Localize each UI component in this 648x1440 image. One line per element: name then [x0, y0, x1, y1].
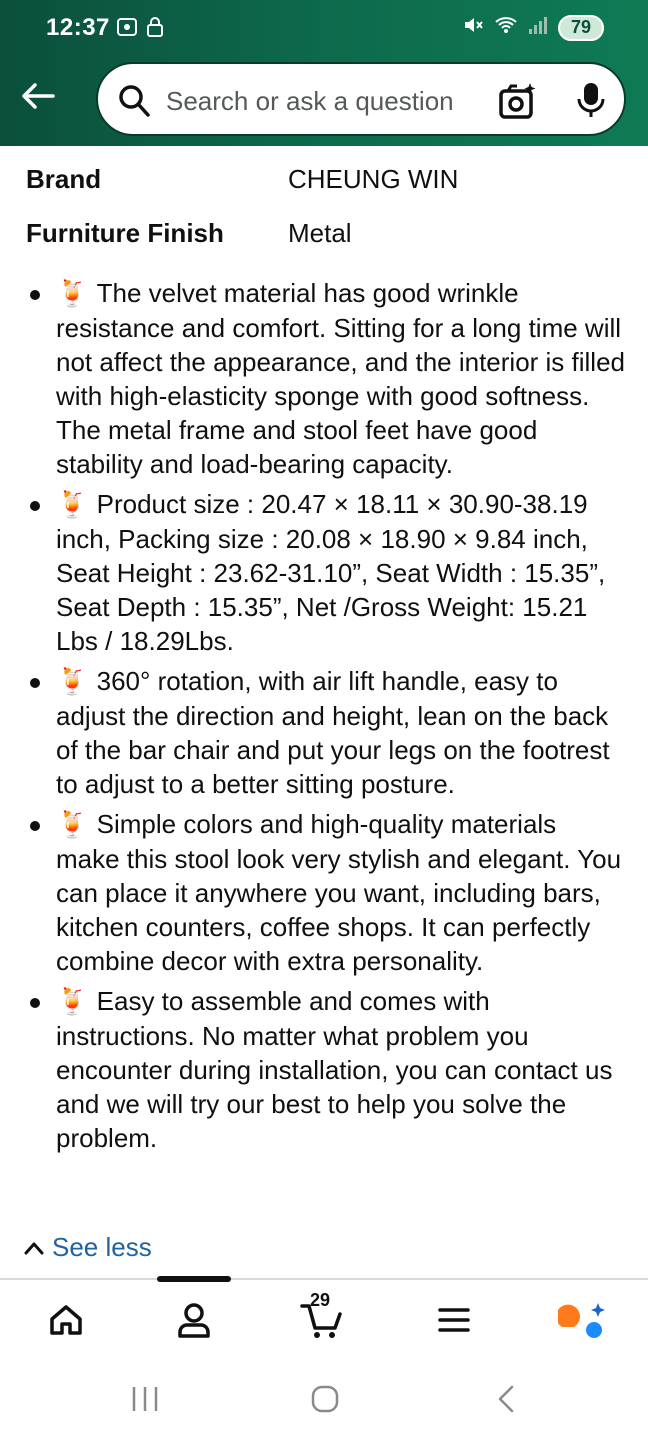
bullet-dot	[30, 290, 40, 300]
active-tab-indicator	[157, 1276, 231, 1282]
list-item	[26, 276, 626, 481]
spec-key: Brand	[26, 164, 102, 194]
list-item	[26, 487, 626, 658]
lock-icon	[146, 16, 164, 43]
status-time: 12:37	[46, 14, 110, 41]
cart-count-badge: 29	[310, 1290, 331, 1310]
spec-value: Metal	[288, 218, 352, 248]
recent-apps-icon[interactable]	[130, 1384, 160, 1419]
cocktail-icon: 🍹	[56, 667, 97, 697]
search-bar[interactable]	[96, 62, 626, 136]
bullet-dot	[30, 501, 40, 511]
bullet-dot	[30, 821, 40, 831]
signal-icon	[528, 14, 548, 41]
chevron-up-icon	[24, 1241, 44, 1255]
cocktail-icon: 🍹	[56, 490, 97, 520]
search-icon	[118, 84, 150, 123]
bullet-dot	[30, 998, 40, 1008]
bullet-text: 360° rotation, with air lift handle, easy to adjust the direction and height, lean on the back of the bar chair and put your legs on the footrest to adjust to a better sitting posture.	[56, 666, 610, 799]
bullet-dot	[30, 678, 40, 688]
nav-account[interactable]	[168, 1298, 220, 1342]
cocktail-icon: 🍹	[56, 810, 97, 840]
nav-home[interactable]	[40, 1298, 92, 1342]
screenshot-icon	[116, 16, 138, 43]
header	[0, 0, 648, 146]
system-nav-bar	[0, 1362, 648, 1440]
back-nav-icon[interactable]	[494, 1384, 518, 1419]
home-button-icon[interactable]	[310, 1384, 340, 1419]
bullet-text: Simple colors and high-quality materials make this stool look very stylish and elegant. You can place it anywhere you want, including bars, kitchen counters, coffee shops. It can perfectly combine decor with extra personality.	[56, 809, 622, 976]
status-bar	[0, 0, 648, 56]
bullet-text: The velvet material has good wrinkle resistance and comfort. Sitting for a long time will not affect the appearance, and the interior is filled with high-elasticity sponge with good softness. The metal frame and stool feet have good stability and load-bearing capacity.	[56, 278, 626, 479]
list-item	[26, 664, 626, 801]
list-item	[26, 984, 626, 1155]
back-arrow-icon	[21, 82, 55, 110]
status-icons	[462, 14, 604, 41]
back-button[interactable]	[18, 78, 58, 114]
bottom-nav	[0, 1278, 648, 1362]
see-less-link[interactable]	[24, 1232, 152, 1263]
bullet-text: Product size : 20.47 × 18.11 × 30.90-38.19 inch, Packing size : 20.08 × 18.90 × 9.84 inch, Seat Height : 23.62-31.10”, Seat Width : 15.35”, Seat Depth : 15.35”, Net /Gross Weight: 15.21 Lbs / 18.29Lbs.	[56, 489, 606, 656]
spec-value: CHEUNG WIN	[288, 164, 459, 194]
menu-icon	[438, 1306, 470, 1334]
spec-key: Furniture Finish	[26, 218, 224, 248]
camera-search-icon[interactable]	[498, 81, 538, 126]
cocktail-icon: 🍹	[56, 279, 97, 309]
cocktail-icon: 🍹	[56, 987, 97, 1017]
home-icon	[49, 1304, 83, 1336]
bullet-text: Easy to assemble and comes with instructions. No matter what problem you encounter during installation, you can contact us and we will try our best to help you solve the problem.	[56, 986, 613, 1153]
mute-icon	[462, 14, 484, 41]
product-details	[0, 146, 648, 1278]
battery-indicator: 79	[558, 15, 604, 41]
rufus-icon	[558, 1299, 606, 1341]
nav-menu[interactable]	[428, 1298, 480, 1342]
search-input[interactable]	[166, 84, 476, 118]
see-less-label: See less	[52, 1232, 152, 1262]
feature-bullets	[26, 276, 626, 1161]
account-icon	[176, 1302, 212, 1338]
nav-cart[interactable]	[296, 1290, 348, 1342]
nav-rufus[interactable]	[556, 1298, 608, 1342]
wifi-icon	[494, 14, 518, 41]
microphone-icon[interactable]	[576, 80, 606, 125]
list-item	[26, 807, 626, 978]
